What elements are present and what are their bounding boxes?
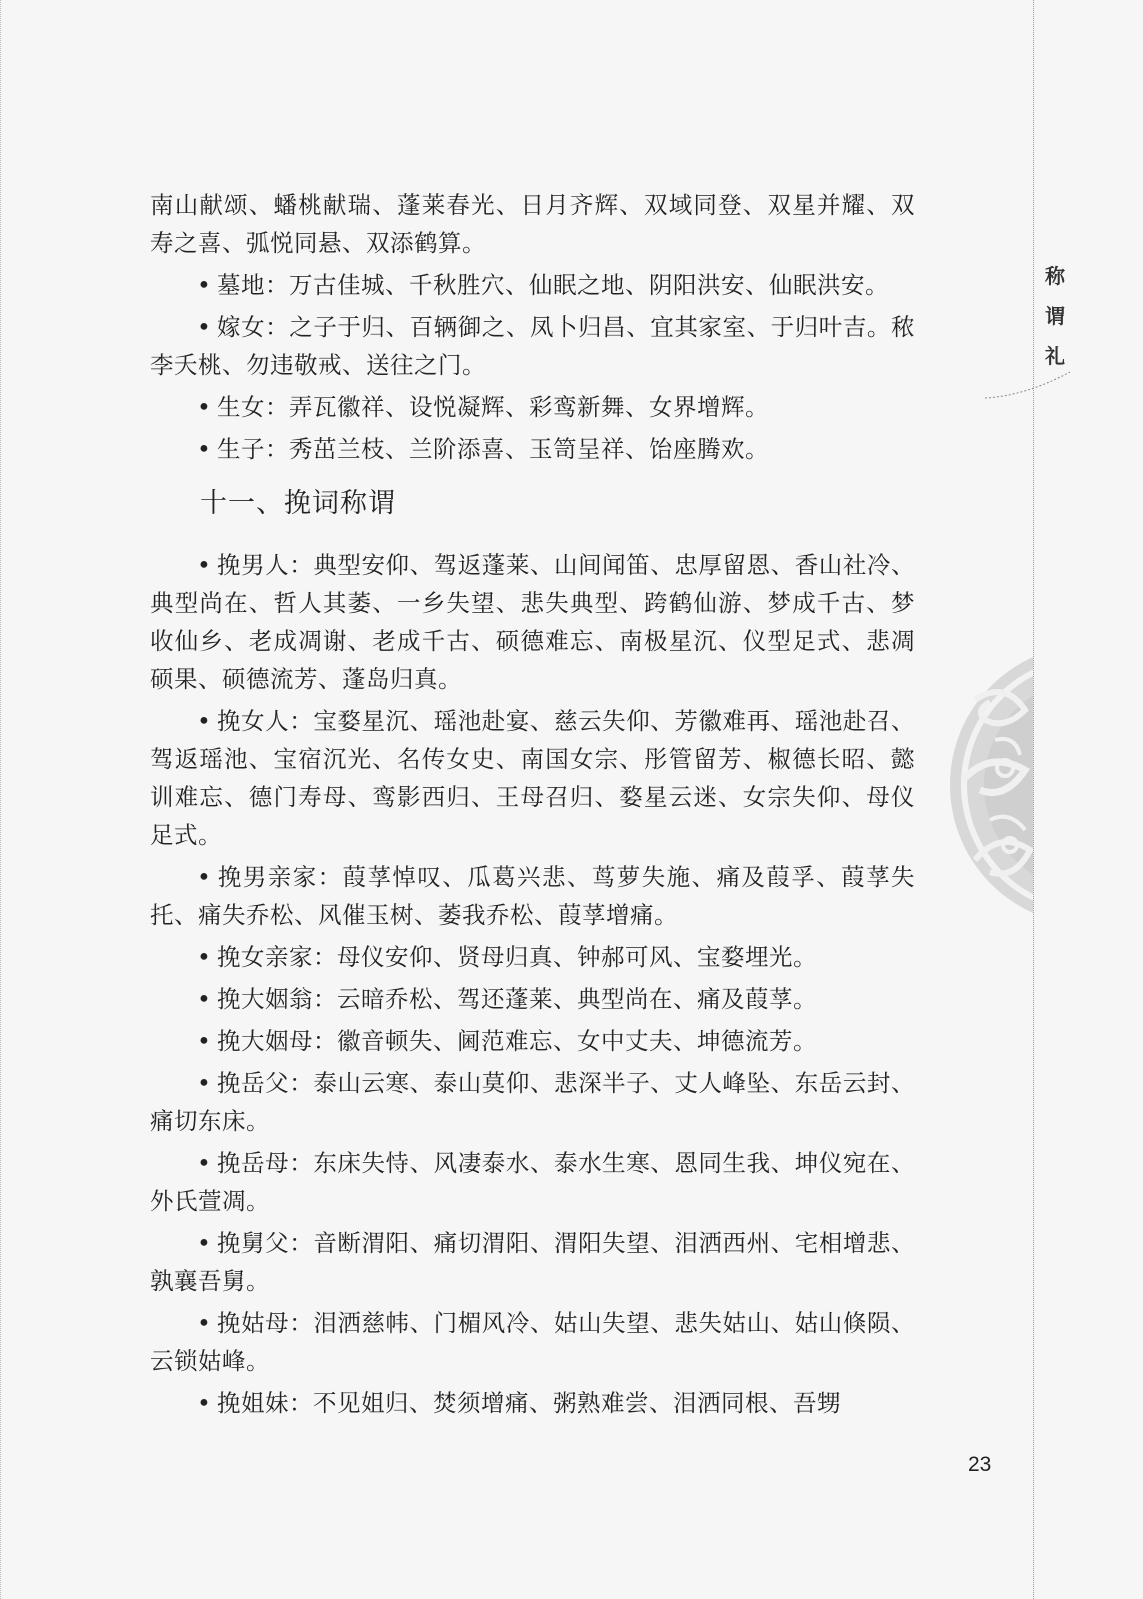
entry-text: 挽姑母：泪洒慈帏、门楣风冷、姑山失望、悲失姑山、姑山倏陨、云锁姑峰。	[150, 1309, 915, 1375]
side-tab-char: 谓	[1045, 304, 1065, 328]
list-item	[150, 1304, 915, 1380]
entry-text: 挽女亲家：母仪安仰、贤母归真、钟郝可风、宝婺埋光。	[216, 943, 817, 971]
bullet: •	[197, 551, 212, 579]
entry-text: 挽男人：典型安仰、驾返蓬莱、山间闻笛、忠厚留恩、香山社冷、典型尚在、哲人其萎、一乡失望、悲失典型、跨鹤仙游、梦成千古、梦收仙乡、老成凋谢、老成千古、硕德难忘、南极星沉、仪型足式、悲凋硕果、硕德流芳、蓬岛归真。	[150, 551, 915, 693]
entry-text: 挽大姻翁：云暗乔松、驾还蓬莱、典型尚在、痛及葭莩。	[216, 985, 817, 1013]
list-item	[150, 1064, 915, 1140]
entry-text: 挽男亲家：葭莩悼叹、瓜葛兴悲、茑萝失施、痛及葭孚、葭莩失托、痛失乔松、风催玉树、萎我乔松、葭莩增痛。	[150, 863, 915, 929]
list-item	[150, 430, 915, 468]
list-item	[150, 1224, 915, 1300]
chapter-side-tab	[1040, 256, 1080, 376]
entry-text: 嫁女：之子于归、百辆御之、凤卜归昌、宜其家室、于归叶吉。秾李夭桃、勿违敬戒、送往之门。	[150, 313, 915, 379]
bullet: •	[197, 435, 212, 463]
entry-text: 墓地：万古佳城、千秋胜穴、仙眠之地、阴阳洪安、仙眠洪安。	[216, 271, 889, 299]
bullet: •	[197, 1149, 212, 1177]
entry-text: 挽舅父：音断渭阳、痛切渭阳、渭阳失望、泪洒西州、宅相增悲、孰襄吾舅。	[150, 1229, 915, 1295]
list-item	[150, 1022, 915, 1060]
section-heading: 十一、挽词称谓	[200, 488, 396, 519]
bullet: •	[197, 863, 212, 891]
bullet: •	[197, 1309, 212, 1337]
bullet: •	[197, 393, 212, 421]
side-tab-rule	[985, 368, 1070, 400]
page-edge	[0, 0, 11, 1599]
list-item	[150, 980, 915, 1018]
side-tab-char: 称	[1045, 264, 1065, 288]
bullet: •	[197, 707, 212, 735]
bullet: •	[197, 943, 212, 971]
list-item	[150, 308, 915, 384]
entry-text: 挽女人：宝婺星沉、瑶池赴宴、慈云失仰、芳徽难再、瑶池赴召、驾返瑶池、宝宿沉光、名传女史、南国女宗、彤管留芳、椒德长昭、懿训难忘、德门寿母、鸾影西归、王母召归、婺星云迷、女宗失仰、母仪足式。	[150, 707, 915, 849]
continued-paragraph: 南山献颂、蟠桃献瑞、蓬莱春光、日月齐辉、双域同登、双星并耀、双寿之喜、弧悦同悬、双添鹤算。	[150, 191, 915, 257]
side-tab-char: 礼	[1045, 344, 1065, 368]
decorative-medallion	[945, 640, 1143, 930]
list-item	[150, 546, 915, 698]
list-item	[150, 388, 915, 426]
bullet: •	[197, 1069, 212, 1097]
bullet: •	[197, 1229, 212, 1257]
bullet: •	[197, 1027, 212, 1055]
list-item	[150, 702, 915, 854]
page-content	[150, 186, 915, 1426]
entry-text: 挽岳母：东床失恃、风凄泰水、泰水生寒、恩同生我、坤仪宛在、外氏萱凋。	[150, 1149, 915, 1215]
entry-text: 挽姐妹：不见姐归、焚须增痛、粥熟难尝、泪洒同根、吾甥	[216, 1389, 841, 1417]
list-item	[150, 1144, 915, 1220]
entry-text: 挽大姻母：徽音顿失、阃范难忘、女中丈夫、坤德流芳。	[216, 1027, 817, 1055]
bullet: •	[197, 313, 212, 341]
page-number: 23	[968, 1453, 992, 1476]
list-item	[150, 938, 915, 976]
bullet: •	[197, 271, 212, 299]
list-item	[150, 266, 915, 304]
entry-text: 挽岳父：泰山云寒、泰山莫仰、悲深半子、丈人峰坠、东岳云封、痛切东床。	[150, 1069, 915, 1135]
entry-text: 生女：弄瓦徽祥、设悦凝辉、彩鸾新舞、女界增辉。	[216, 393, 769, 421]
entry-text: 生子：秀茁兰枝、兰阶添喜、玉笥呈祥、饴座腾欢。	[216, 435, 769, 463]
list-item	[150, 858, 915, 934]
bullet: •	[197, 985, 212, 1013]
bullet: •	[197, 1389, 212, 1417]
list-item	[150, 1384, 915, 1422]
